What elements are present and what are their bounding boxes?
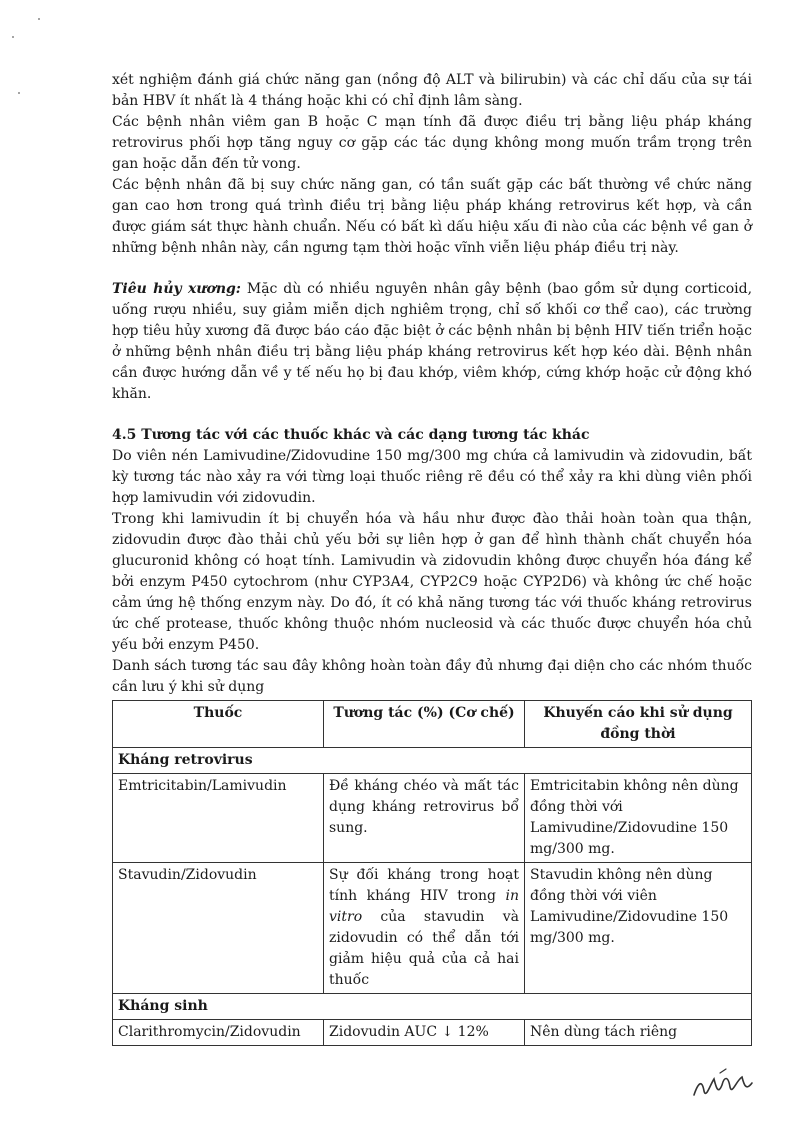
- osteonecrosis-text: Mặc dù có nhiều nguyên nhân gây bệnh (bao gồm sử dụng corticoid, uống rượu nhiều, suy giảm miễn dịch nghiêm trọng, chỉ số khối cơ thể cao), các trường hợp tiêu hủy xương đã được báo cáo đặc biệt ở các bệnh nhân bị bệnh HIV tiến triển hoặc ở những bệnh nhân điều trị bằng liệu pháp kháng retrovirus kết hợp kéo dài. Bệnh nhân cần được hướng dẫn về y tế nếu họ bị đau khớp, viêm khớp, cứng khớp hoặc cử động khó khăn.: [112, 281, 753, 402]
- cell-interaction-italic: in vitro: [329, 888, 519, 925]
- cell-drug: Clarithromycin/Zidovudin: [113, 1020, 324, 1046]
- handwritten-signature: [690, 1065, 760, 1105]
- scan-speck: [38, 18, 40, 20]
- cell-recommendation: Nên dùng tách riêng: [525, 1020, 752, 1046]
- table-group-row: [113, 748, 752, 774]
- scan-speck: [12, 36, 14, 38]
- paragraph-liver-test: xét nghiệm đánh giá chức năng gan (nồng độ ALT và bilirubin) và các chỉ dấu của sự tái bản HBV ít nhất là 4 tháng hoặc khi có chỉ định lâm sàng.: [112, 72, 752, 109]
- osteonecrosis-heading: Tiêu hủy xương:: [112, 281, 241, 297]
- table-row: [113, 863, 752, 994]
- document-page: [112, 70, 752, 1046]
- cell-interaction-part: của stavudin và zidovudin có thể dẫn tới giảm hiệu quả của cả hai thuốc: [329, 909, 519, 988]
- cell-interaction: Đề kháng chéo và mất tác dụng kháng retrovirus bổ sung.: [324, 774, 525, 863]
- paragraph-liver-dysfunction: Các bệnh nhân đã bị suy chức năng gan, có tần suất gặp các bất thường về chức năng gan cao hơn trong quá trình điều trị bằng liệu pháp kháng retrovirus kết hợp, và cần được giám sát thực hành chuẩn. Nếu có bất kì dấu hiệu xấu đi nào của các bệnh về gan ở những bệnh nhân này, cần ngưng tạm thời hoặc vĩnh viễn liệu pháp điều trị này.: [112, 177, 752, 256]
- header-drug: Thuốc: [113, 701, 324, 748]
- interaction-table: [112, 700, 752, 1046]
- cell-recommendation: Stavudin không nên dùng đồng thời với viên Lamivudine/Zidovudine 150 mg/300 mg.: [525, 863, 752, 994]
- group-antibiotic: Kháng sinh: [113, 994, 752, 1020]
- paragraph-combination: Do viên nén Lamivudine/Zidovudine 150 mg/300 mg chứa cả lamivudin và zidovudin, bất kỳ tương tác nào xảy ra với từng loại thuốc riêng rẽ đều có thể xảy ra khi dùng viên phối hợp lamivudin với zidovudin.: [112, 448, 752, 506]
- paragraph-hepatitis-risk: Các bệnh nhân viêm gan B hoặc C mạn tính đã được điều trị bằng liệu pháp kháng retrovirus phối hợp tăng nguy cơ gặp các tác dụng không mong muốn trầm trọng trên gan hoặc dẫn đến tử vong.: [112, 114, 752, 172]
- paragraph-metabolism: Trong khi lamivudin ít bị chuyển hóa và hầu như được đào thải hoàn toàn qua thận, zidovudin được đào thải chủ yếu bởi sự liên hợp ở gan để hình thành chất chuyển hóa glucuronid không có hoạt tính. Lamivudin và zidovudin không được chuyển hóa đáng kể bởi enzym P450 cytochrom (như CYP3A4, CYP2C9 hoặc CYP2D6) và không ức chế hoặc cảm ứng hệ thống enzym này. Do đó, ít có khả năng tương tác với thuốc kháng retrovirus ức chế protease, thuốc không thuộc nhóm nucleosid và các thuốc được chuyển hóa chủ yếu bởi enzym P450.: [112, 511, 752, 653]
- cell-interaction-part: Sự đối kháng trong hoạt tính kháng HIV trong: [329, 867, 519, 904]
- cell-interaction: Zidovudin AUC ↓ 12%: [324, 1020, 525, 1046]
- header-interaction: Tương tác (%) (Cơ chế): [324, 701, 525, 748]
- table-row: [113, 1020, 752, 1046]
- table-group-row: [113, 994, 752, 1020]
- paragraph-osteonecrosis: [112, 279, 752, 405]
- group-antiretroviral: Kháng retrovirus: [113, 748, 752, 774]
- table-header-row: [113, 701, 752, 748]
- cell-drug: Stavudin/Zidovudin: [113, 863, 324, 994]
- table-row: [113, 774, 752, 863]
- cell-interaction: [324, 863, 525, 994]
- cell-recommendation: Emtricitabin không nên dùng đồng thời với Lamivudine/Zidovudine 150 mg/300 mg.: [525, 774, 752, 863]
- section-title: 4.5 Tương tác với các thuốc khác và các dạng tương tác khác: [112, 427, 590, 443]
- header-recommendation: Khuyến cáo khi sử dụng đồng thời: [525, 701, 752, 748]
- paragraph-list-intro: Danh sách tương tác sau đây không hoàn toàn đầy đủ nhưng đại diện cho các nhóm thuốc cần lưu ý khi sử dụng: [112, 658, 752, 695]
- cell-drug: Emtricitabin/Lamivudin: [113, 774, 324, 863]
- scan-speck: [18, 92, 20, 94]
